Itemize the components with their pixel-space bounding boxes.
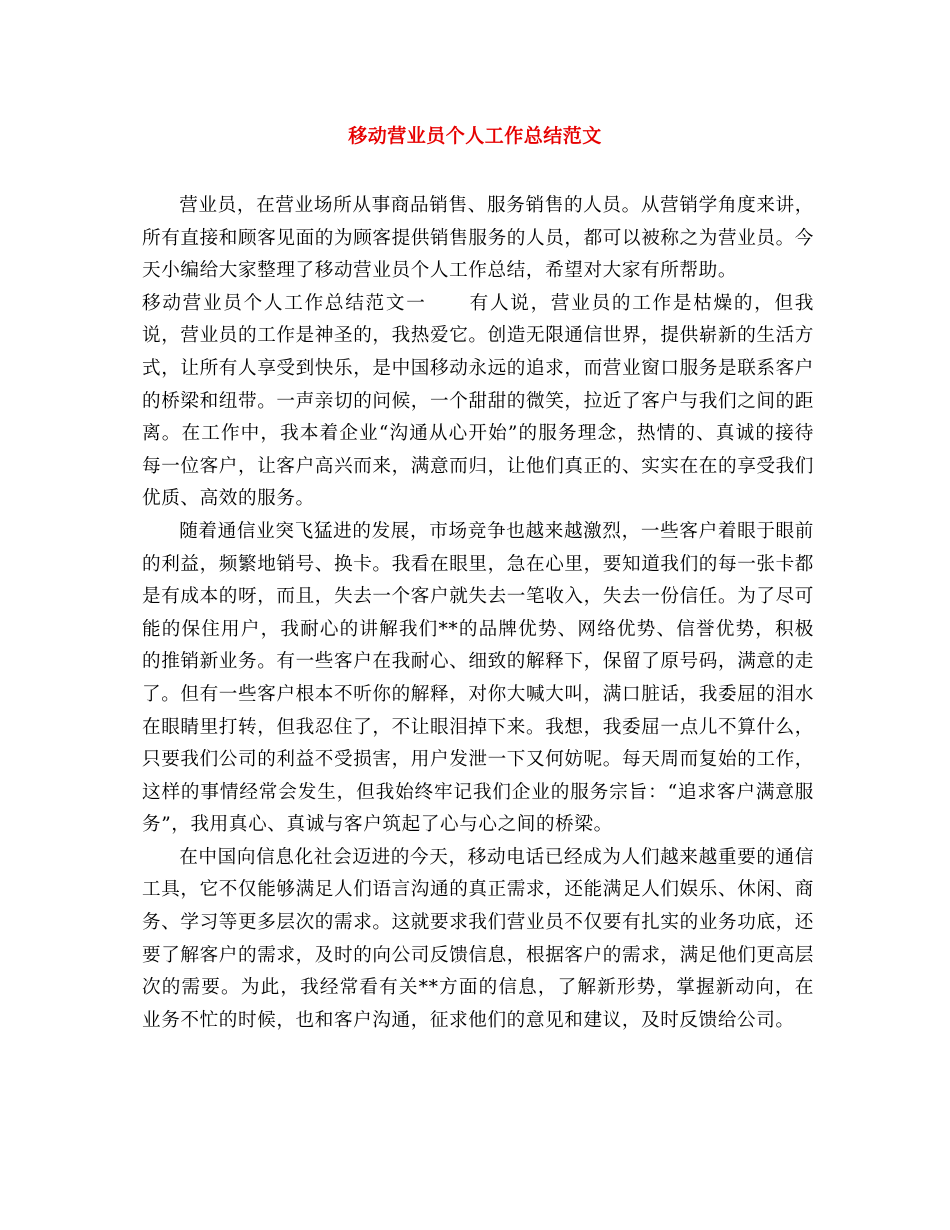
document-title: 移动营业员个人工作总结范文 [348,125,602,147]
intro-paragraph: 营业员，在营业场所从事商品销售、服务销售的人员。从营销学角度来讲，所有直接和顾客见面的为顾客提供销售服务的人员，都可以被称之为营业员。今天小编给大家整理了移动营业员个人工作总结，希望对大家有所帮助。 [142,195,814,282]
section-paragraph [142,288,814,516]
document-body [142,190,814,1037]
section-heading: 移动营业员个人工作总结范文一 [142,292,427,314]
section-first-paragraph: 有人说，营业员的工作是枯燥的，但我说，营业员的工作是神圣的，我热爱它。创造无限通信世界，提供崭新的生活方式，让所有人享受到快乐，是中国移动永远的追求，而营业窗口服务是联系客户的桥梁和纽带。一声亲切的问候，一个甜甜的微笑，拉近了客户与我们之间的距离。在工作中，我本着企业“沟通从心开始”的服务理念，热情的、真诚的接待每一位客户，让客户高兴而来，满意而归，让他们真正的、实实在在的享受我们优质、高效的服务。 [142,292,814,510]
body-paragraph: 在中国向信息化社会迈进的今天，移动电话已经成为人们越来越重要的通信工具，它不仅能够满足人们语言沟通的真正需求，还能满足人们娱乐、休闲、商务、学习等更多层次的需求。这就要求我们营业员不仅要有扎实的业务功底，还要了解客户的需求，及时的向公司反馈信息，根据客户的需求，满足他们更高层次的需要。为此，我经常看有关**方面的信息，了解新形势，掌握新动向，在业务不忙的时候，也和客户沟通，征求他们的意见和建议，及时反馈给公司。 [142,846,814,1031]
body-paragraph: 随着通信业突飞猛进的发展，市场竞争也越来越激烈，一些客户着眼于眼前的利益，频繁地销号、换卡。我看在眼里，急在心里，要知道我们的每一张卡都是有成本的呀，而且，失去一个客户就失去一笔收入，失去一份信任。为了尽可能的保住用户，我耐心的讲解我们**的品牌优势、网络优势、信誉优势，积极的推销新业务。有一些客户在我耐心、细致的解释下，保留了原号码，满意的走了。但有一些客户根本不听你的解释，对你大喊大叫，满口脏话，我委屈的泪水在眼睛里打转，但我忍住了，不让眼泪掉下来。我想，我委屈一点儿不算什么，只要我们公司的利益不受损害，用户发泄一下又何妨呢。每天周而复始的工作，这样的事情经常会发生，但我始终牢记我们企业的服务宗旨：“追求客户满意服务”，我用真心、真诚与客户筑起了心与心之间的桥梁。 [142,520,814,836]
